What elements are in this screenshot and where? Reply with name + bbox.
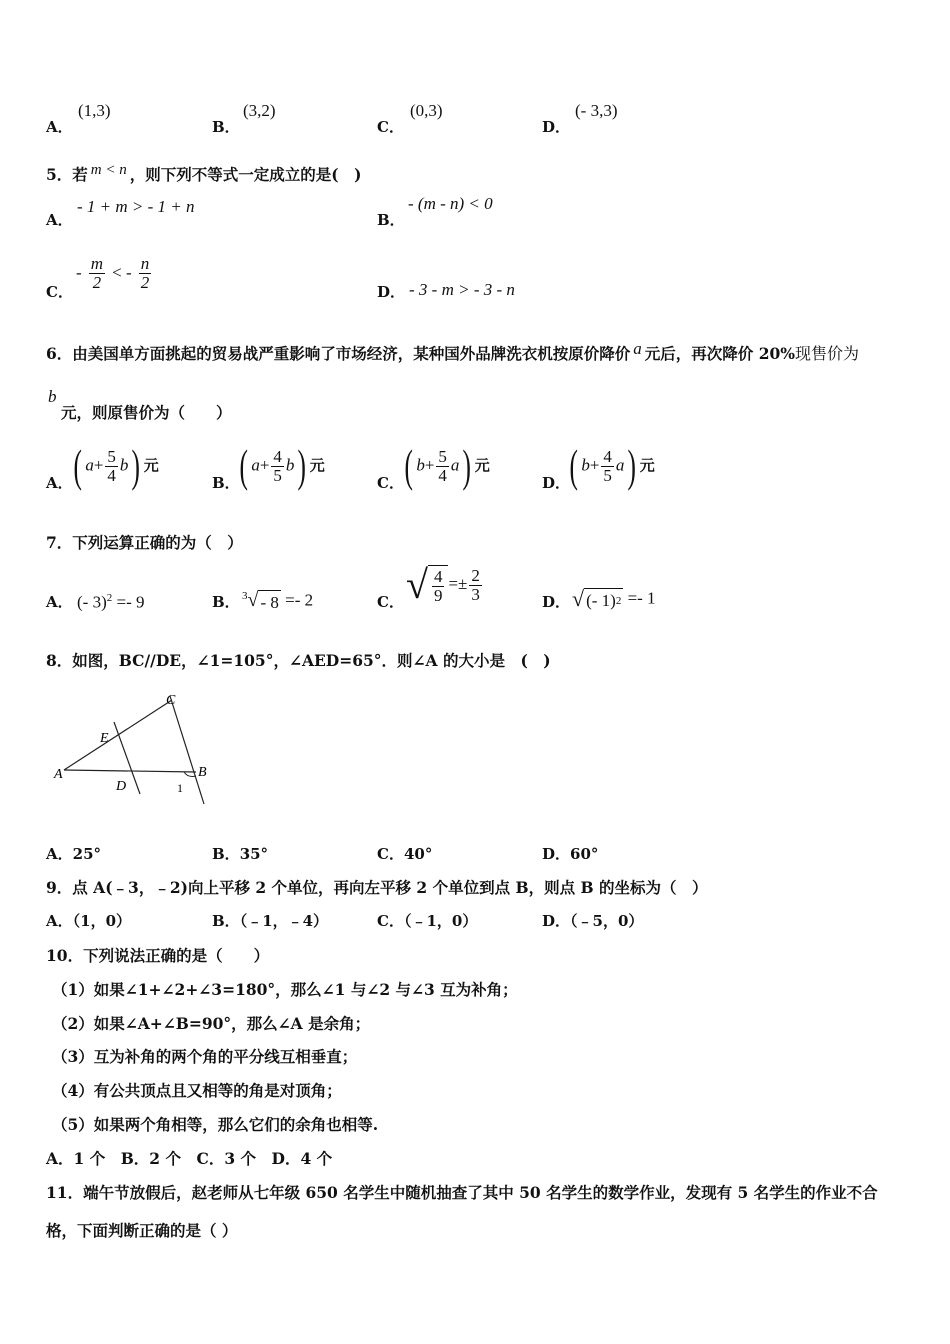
q5-option-a-letter: A．: [46, 211, 73, 229]
q9-option-b: B．（﹣1，﹣4）: [212, 912, 329, 930]
q10-item-3: （3）互为补角的两个角的平分线互相垂直；: [52, 1047, 358, 1066]
q6-stem-line1: 6．由美国单方面挑起的贸易战严重影响了市场经济，某种国外品牌洗衣机按原价降价 a 元后，再次降价 20%现售价为: [46, 339, 860, 363]
q8-figure: [50, 688, 220, 808]
q10-stem: 10．下列说法正确的是（ ）: [46, 946, 270, 965]
label-b: B: [198, 765, 207, 780]
q4-option-b-value: (3,2): [243, 101, 276, 120]
q9-option-a: A．（1，0）: [46, 912, 132, 930]
q7-stem: 7．下列运算正确的为（ ）: [46, 533, 243, 552]
q7-option-a-expr: (- 3)$^2$ =- 9: [77, 592, 145, 612]
label-d: D: [116, 779, 127, 794]
q6-option-b-letter: B．: [212, 474, 240, 492]
q4-option-a-value: (1,3): [78, 101, 111, 120]
q5-option-d-letter: D．: [377, 283, 406, 301]
q7-option-c-expr: √ $\frac{4}{9}$ =± $\frac{2}{3}$: [406, 562, 480, 607]
q5-option-b-letter: B．: [377, 211, 405, 229]
q8-option-b: B．35°: [212, 845, 269, 863]
label-e: E: [100, 731, 109, 746]
line-cb: [170, 696, 204, 804]
q5-option-a-expr: - 1 + m > - 1 + n: [77, 197, 195, 216]
q10-item-4: （4）有公共顶点且又相等的角是对顶角；: [52, 1081, 342, 1100]
q8-stem: 8．如图，BC//DE，∠1=105°，∠AED=65°．则∠A 的大小是 ( ): [46, 651, 551, 670]
line-ac: [64, 700, 172, 770]
q4-option-d-letter: D．: [542, 118, 571, 136]
q6-option-b-expr: ( a+ $\frac{4}{5}$ b) 元: [239, 440, 325, 491]
q10-item-5: （5）如果两个角相等，那么它们的余角也相等.: [52, 1115, 379, 1134]
label-a: A: [54, 767, 63, 782]
q7-option-c-letter: C．: [377, 593, 404, 611]
q10-item-1: （1）如果∠1+∠2+∠3=180°，那么∠1 与∠2 与∠3 互为补角；: [52, 980, 518, 999]
q6-option-c-letter: C．: [377, 474, 404, 492]
line-ab: [64, 770, 196, 772]
q7-option-a-letter: A．: [46, 593, 73, 611]
q8-option-d: D．60°: [542, 845, 599, 863]
q8-option-a: A．25°: [46, 845, 102, 863]
q8-option-c: C．40°: [377, 845, 433, 863]
q5-option-d-expr: - 3 - m > - 3 - n: [409, 280, 515, 299]
q6-option-c-expr: ( b+ $\frac{5}{4}$ a) 元: [404, 440, 490, 491]
q11-stem-line1: 11．端午节放假后，赵老师从七年级 650 名学生中随机抽查了其中 50 名学生的数学作业，发现有 5 名学生的作业不合: [46, 1183, 878, 1202]
q4-option-d-value: (- 3,3): [575, 101, 618, 120]
q9-stem: 9．点 A(﹣3，﹣2)向上平移 2 个单位，再向左平移 2 个单位到点 B，则点 B 的坐标为（ ）: [46, 878, 708, 897]
q10-item-2: （2）如果∠A+∠B=90°，那么∠A 是余角；: [52, 1014, 371, 1033]
q6-option-a-expr: ( a+ $\frac{5}{4}$ b) 元: [73, 440, 159, 491]
q4-option-a-letter: A．: [46, 118, 73, 136]
label-c: C: [166, 693, 176, 708]
q6-option-d-letter: D．: [542, 474, 571, 492]
q6-var-b: b: [48, 387, 57, 406]
q4-option-c-value: (0,3): [410, 101, 443, 120]
q7-option-b-expr: $^3$ √ - 8 =- 2: [242, 589, 314, 613]
q5-stem: 5．若 m < n ，则下列不等式一定成立的是( ): [46, 162, 362, 184]
q4-option-b-letter: B．: [212, 118, 240, 136]
q5-option-c-expr: - $\frac{m}{2}$ < - $\frac{n}{2}$: [76, 254, 150, 292]
q5-option-c-letter: C．: [46, 283, 73, 301]
q11-stem-line2: 格，下面判断正确的是（ ）: [46, 1221, 238, 1240]
label-angle-1: 1: [177, 781, 183, 795]
q4-option-c-letter: C．: [377, 118, 404, 136]
q7-option-d-expr: √ (- 1) 2 =- 1: [572, 586, 656, 611]
q6-stem-line2: 元，则原售价为（ ）: [61, 403, 232, 422]
q9-option-d: D．（﹣5，0）: [542, 912, 644, 930]
q7-option-d-letter: D．: [542, 593, 571, 611]
q6-option-d-expr: ( b+ $\frac{4}{5}$ a) 元: [569, 440, 655, 491]
q7-option-b-letter: B．: [212, 593, 240, 611]
q10-options: A．1 个 B．2 个 C．3 个 D．4 个: [46, 1149, 333, 1168]
q9-option-c: C．（﹣1，0）: [377, 912, 478, 930]
q6-option-a-letter: A．: [46, 474, 73, 492]
q5-option-b-expr: - (m - n) < 0: [408, 194, 493, 213]
